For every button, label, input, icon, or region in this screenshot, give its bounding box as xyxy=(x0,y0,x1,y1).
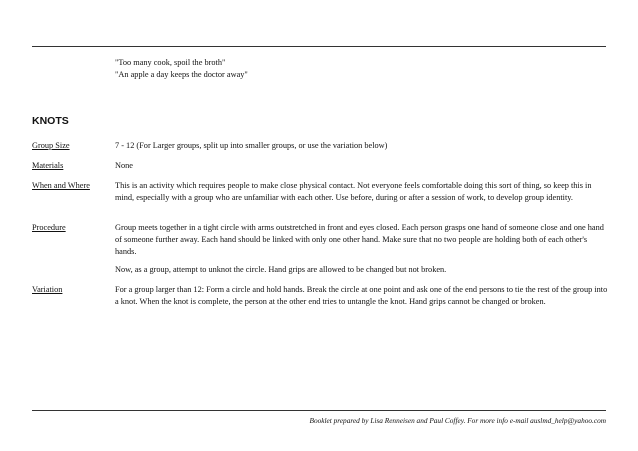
footer-credit: Booklet prepared by Lisa Renneisen and Paul Coffey. For more info e-mail auslmd_help@yahoo.com xyxy=(309,416,606,425)
variation-value: For a group larger than 12: Form a circle and hold hands. Break the circle at one point and ask one of the end persons to tie the rest of the group into a knot. When the knot is complete, the person at the other end tries to untangle the knot. Hand grips cannot be changed or broken. xyxy=(115,285,608,306)
procedure-value-2: Now, as a group, attempt to unknot the circle. Hand grips are allowed to be changed but not broken. xyxy=(115,265,447,274)
materials-value: None xyxy=(115,161,133,170)
procedure-value: Group meets together in a tight circle with arms outstretched in front and eyes closed. Each person grasps one hand of someone close and one hand of someone further away. Each hand should be linked with only one other hand. Make sure that no two people are holding both of each other's hands. xyxy=(115,223,604,256)
variation-label: Variation xyxy=(32,285,63,294)
top-divider xyxy=(32,46,606,47)
group-size-label: Group Size xyxy=(32,141,70,150)
quote-line-1: "Too many cook, spoil the broth" xyxy=(115,58,226,67)
quotes-block xyxy=(115,57,248,81)
when-where-label: When and Where xyxy=(32,181,90,190)
group-size-value: 7 - 12 (For Larger groups, split up into smaller groups, or use the variation below) xyxy=(115,141,388,150)
bottom-divider xyxy=(32,410,606,411)
procedure-label: Procedure xyxy=(32,223,66,232)
when-where-value: This is an activity which requires people to make close physical contact. Not everyone feels comfortable doing this sort of thing, so keep this in mind, especially with a group who are unfamiliar with each other. Use before, during or after a session of work, to develop group identity. xyxy=(115,181,592,202)
materials-label: Materials xyxy=(32,161,64,170)
section-title: KNOTS xyxy=(32,115,69,127)
quote-line-2: "An apple a day keeps the doctor away" xyxy=(115,70,248,79)
